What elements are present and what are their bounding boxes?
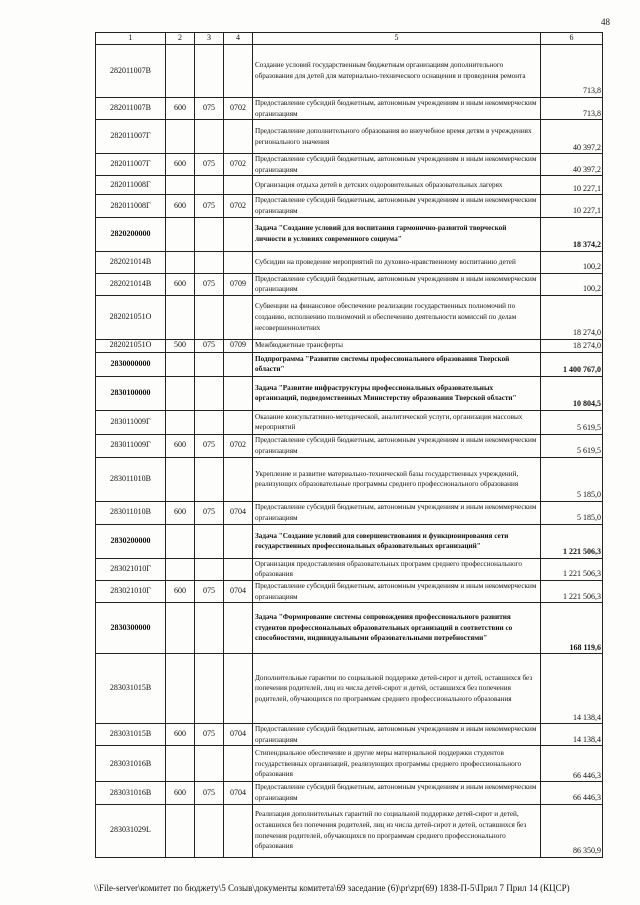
vr-cell [166,251,195,273]
section-cell: 0709 [224,339,253,352]
vr-cell [166,217,195,251]
ministry-cell: 075 [195,434,224,457]
amount-cell: 66 446,3 [541,782,603,804]
ministry-cell [195,176,224,195]
table-row [96,217,603,251]
header-col-1: 1 [96,33,166,45]
ministry-cell: 075 [195,580,224,602]
section-cell: 0702 [224,434,253,457]
code-cell: 282011008Г [96,176,166,195]
amount-cell: 1 400 767,0 [541,352,603,376]
code-cell: 283031016В [96,782,166,804]
code-cell: 2830100000 [96,376,166,410]
vr-cell: 600 [166,724,195,746]
description-cell: Предоставление субсидий бюджетным, автономным учреждениям и иным некоммерческим организациям [253,273,541,295]
code-cell: 283021010Г [96,558,166,580]
ministry-cell: 075 [195,339,224,352]
code-cell: 282021014В [96,273,166,295]
code-cell: 283031016В [96,746,166,782]
table-row [96,352,603,376]
footer-file-path: \\File-server\комитет по бюджету\5 Созыв\документы комитета\69 заседание (6)\pr\zpr(69) 1838-П-5\Прил 7 Прил 14 (КЦСР) [94,883,570,893]
table-row [96,273,603,295]
section-cell [224,376,253,410]
description-cell: Субсидии на проведение мероприятий по духовно-нравственному воспитанию детей [253,251,541,273]
code-cell: 283011010В [96,501,166,524]
amount-cell: 86 350,9 [541,804,603,857]
code-cell: 283011010В [96,457,166,501]
table-row [96,98,603,120]
ministry-cell [195,558,224,580]
header-col-6: 6 [541,33,603,45]
code-cell: 282011008Г [96,195,166,217]
description-cell: Предоставление субсидий бюджетным, автономным учреждениям и иным некоммерческим организациям [253,434,541,457]
vr-cell [166,410,195,434]
vr-cell [166,654,195,724]
section-cell [224,295,253,339]
table-row [96,295,603,339]
amount-cell: 5 185,0 [541,457,603,501]
description-cell: Задача "Создание условий для воспитания гармонично-развитой творческой личности в условиях современного социума" [253,217,541,251]
vr-cell: 600 [166,98,195,120]
ministry-cell [195,457,224,501]
vr-cell [166,295,195,339]
table-row [96,45,603,98]
vr-cell: 600 [166,195,195,217]
amount-cell: 14 138,4 [541,724,603,746]
amount-cell: 18 274,0 [541,295,603,339]
code-cell: 282011007Г [96,120,166,154]
code-cell: 283031029L [96,804,166,857]
ministry-cell [195,295,224,339]
description-cell: Предоставление субсидий бюджетным, автономным учреждениям и иным некоммерческим организациям [253,195,541,217]
ministry-cell [195,804,224,857]
vr-cell [166,352,195,376]
vr-cell [166,457,195,501]
ministry-cell: 075 [195,273,224,295]
table-row [96,120,603,154]
description-cell: Организация предоставления образовательных программ среднего профессионального образования [253,558,541,580]
amount-cell: 713,8 [541,45,603,98]
ministry-cell [195,120,224,154]
amount-cell: 10 227,1 [541,195,603,217]
description-cell: Межбюджетные трансферты [253,339,541,352]
section-cell [224,603,253,654]
amount-cell: 100,2 [541,251,603,273]
header-col-3: 3 [195,33,224,45]
table-row [96,251,603,273]
section-cell [224,558,253,580]
vr-cell [166,45,195,98]
table-row [96,580,603,602]
ministry-cell [195,654,224,724]
description-cell: Оказание консультативно-методической, аналитической услуги, организация массовых мероприятий [253,410,541,434]
ministry-cell [195,217,224,251]
vr-cell [166,376,195,410]
ministry-cell: 075 [195,98,224,120]
table-row [96,782,603,804]
description-cell: Подпрограмма "Развитие системы профессионального образования Тверской области" [253,352,541,376]
description-cell: Предоставление дополнительного образования во внеучебное время детям в учреждениях регионального значения [253,120,541,154]
budget-table [95,32,603,858]
section-cell [224,45,253,98]
amount-cell: 10 804,5 [541,376,603,410]
section-cell: 0702 [224,98,253,120]
code-cell: 283011009Г [96,434,166,457]
header-col-2: 2 [166,33,195,45]
table-row [96,434,603,457]
table-row [96,501,603,524]
ministry-cell [195,410,224,434]
table-row [96,195,603,217]
section-cell [224,176,253,195]
code-cell: 282021051О [96,339,166,352]
description-cell: Предоставление субсидий бюджетным, автономным учреждениям и иным некоммерческим организациям [253,501,541,524]
vr-cell [166,558,195,580]
description-cell: Стипендиальное обеспечение и другие меры материальной поддержки студентов государственных организаций, реализующих программы среднего профессионального образования [253,746,541,782]
ministry-cell [195,45,224,98]
ministry-cell [195,603,224,654]
amount-cell: 18 274,0 [541,339,603,352]
section-cell [224,524,253,558]
section-cell: 0704 [224,782,253,804]
section-cell [224,654,253,724]
table-body [96,45,603,858]
table-row [96,603,603,654]
code-cell: 282011007Г [96,154,166,176]
code-cell: 2820200000 [96,217,166,251]
table-row [96,410,603,434]
ministry-cell: 075 [195,724,224,746]
ministry-cell: 075 [195,154,224,176]
table-row [96,154,603,176]
section-cell [224,120,253,154]
ministry-cell [195,251,224,273]
ministry-cell [195,746,224,782]
amount-cell: 5 619,5 [541,434,603,457]
description-cell: Предоставление субсидий бюджетным, автономным учреждениям и иным некоммерческим организациям [253,98,541,120]
section-cell: 0704 [224,501,253,524]
description-cell: Создание условий государственным бюджетным организациям дополнительного образования для детей для материально-технического оснащения и проведения ремонта [253,45,541,98]
ministry-cell [195,352,224,376]
table-row [96,804,603,857]
ministry-cell: 075 [195,501,224,524]
amount-cell: 1 221 506,3 [541,580,603,602]
code-cell: 2830000000 [96,352,166,376]
description-cell: Дополнительные гарантии по социальной поддержке детей-сирот и детей, оставшихся без попечения родителей, лиц из числа детей-сирот и детей, оставшихся без попечения родителей, обучающихся по программам среднего профессионального образования [253,654,541,724]
table-row [96,176,603,195]
page-number: 48 [601,17,610,27]
amount-cell: 1 221 506,3 [541,558,603,580]
vr-cell [166,176,195,195]
table-row [96,558,603,580]
code-cell: 283021010Г [96,580,166,602]
amount-cell: 66 446,3 [541,746,603,782]
amount-cell: 14 138,4 [541,654,603,724]
vr-cell: 600 [166,580,195,602]
description-cell: Укрепление и развитие материально-технической базы государственных учреждений, реализующих образовательные программы среднего профессионального образования [253,457,541,501]
section-cell [224,457,253,501]
amount-cell: 40 397,2 [541,154,603,176]
amount-cell: 100,2 [541,273,603,295]
vr-cell [166,603,195,654]
code-cell: 283031015В [96,654,166,724]
header-col-5: 5 [253,33,541,45]
ministry-cell: 075 [195,782,224,804]
vr-cell [166,120,195,154]
table-row [96,724,603,746]
description-cell: Предоставление субсидий бюджетным, автономным учреждениям и иным некоммерческим организациям [253,154,541,176]
section-cell [224,804,253,857]
description-cell: Задача "Формирование системы сопровождения профессионального развития студентов профессиональных образовательных организаций в соответствии со способностями, индивидуальными образовательными потребностями" [253,603,541,654]
code-cell: 283031015В [96,724,166,746]
vr-cell: 500 [166,339,195,352]
description-cell: Предоставление субсидий бюджетным, автономным учреждениям и иным некоммерческим организациям [253,782,541,804]
vr-cell: 600 [166,782,195,804]
table-row [96,654,603,724]
code-cell: 2830200000 [96,524,166,558]
header-col-4: 4 [224,33,253,45]
vr-cell [166,746,195,782]
code-cell: 283011009Г [96,410,166,434]
budget-table-wrapper [95,32,602,858]
amount-cell: 168 119,6 [541,603,603,654]
code-cell: 282021051О [96,295,166,339]
section-cell [224,352,253,376]
description-cell: Задача "Развитие инфраструктуры профессиональных образовательных организаций, подведомственных Министерству образования Тверской области" [253,376,541,410]
description-cell: Организация отдыха детей в детских оздоровительных образовательных лагерях [253,176,541,195]
section-cell: 0704 [224,580,253,602]
amount-cell: 40 397,2 [541,120,603,154]
ministry-cell [195,376,224,410]
code-cell: 282021014В [96,251,166,273]
vr-cell: 600 [166,434,195,457]
section-cell: 0709 [224,273,253,295]
section-cell [224,746,253,782]
table-row [96,746,603,782]
code-cell: 282011007В [96,98,166,120]
amount-cell: 5 619,5 [541,410,603,434]
section-cell: 0702 [224,195,253,217]
code-cell: 2830300000 [96,603,166,654]
description-cell: Задача "Создание условий для совершенствования и функционирования сети государственных профессиональных образовательных организаций" [253,524,541,558]
section-cell: 0704 [224,724,253,746]
vr-cell: 600 [166,154,195,176]
table-row [96,376,603,410]
description-cell: Предоставление субсидий бюджетным, автономным учреждениям и иным некоммерческим организациям [253,724,541,746]
vr-cell: 600 [166,273,195,295]
section-cell: 0702 [224,154,253,176]
amount-cell: 18 374,2 [541,217,603,251]
table-row [96,457,603,501]
ministry-cell: 075 [195,195,224,217]
vr-cell: 600 [166,501,195,524]
table-row [96,339,603,352]
ministry-cell [195,524,224,558]
section-cell [224,251,253,273]
description-cell: Реализация дополнительных гарантий по социальной поддержке детей-сирот и детей, оставшихся без попечения родителей, лиц из числа детей-сирот и детей, оставшихся без попечения родителей, обучающихся по программам среднего профессионального образования [253,804,541,857]
amount-cell: 713,8 [541,98,603,120]
description-cell: Предоставление субсидий бюджетным, автономным учреждениям и иным некоммерческим организациям [253,580,541,602]
code-cell: 282011007В [96,45,166,98]
section-cell [224,217,253,251]
vr-cell [166,524,195,558]
amount-cell: 10 227,1 [541,176,603,195]
amount-cell: 1 221 506,3 [541,524,603,558]
description-cell: Субвенции на финансовое обеспечение реализации государственных полномочий по созданию, исполнению полномочий и обеспечению деятельности комиссий по делам несовершеннолетних [253,295,541,339]
section-cell [224,410,253,434]
table-row [96,524,603,558]
amount-cell: 5 185,0 [541,501,603,524]
vr-cell [166,804,195,857]
table-header-row [96,33,603,45]
